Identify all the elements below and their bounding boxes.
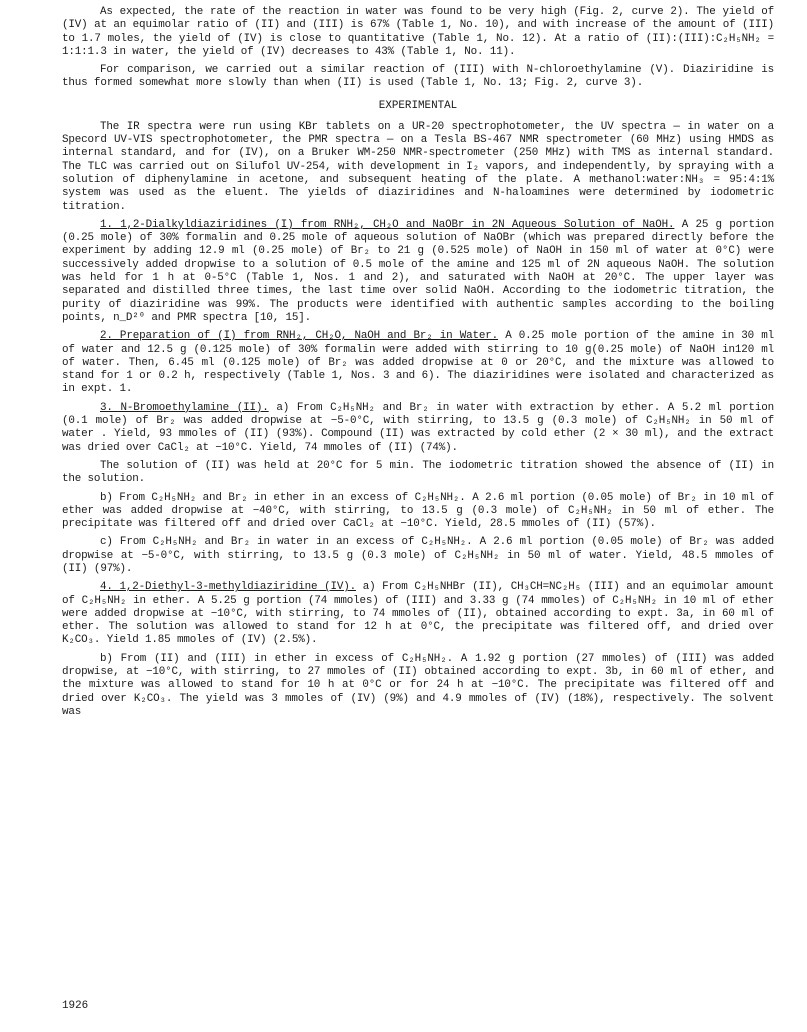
expt3-heading: 3. N-Bromoethylamine (II). (100, 401, 269, 414)
methods-paragraph: The IR spectra were run using KBr tablets on a UR-20 spectrophotometer, the UV spectra — in water on a Specord UV-VIS spectrophotometer, the PMR spectra — on a Tesla BS-467 NMR spectrometer (60 MHz) using HMDS as internal standard, and for (IV), on a Bruker WM-250 NMR-spectrometer (250 MHz) with TMS as internal standard. The TLC was carried out on Silufol UV-254, with development in I₂ vapors, and independently, by spraying with a solution of diphenylamine in acetone, and subsequent heating of the plate. A methanol:water:NH₃ = 95:4:1% system was used as the eluent. The yields of diaziridines and N-haloamines were determined by iodometric titration. (62, 120, 774, 213)
expt1-paragraph (62, 219, 774, 325)
expt2-heading: 2. Preparation of (I) from RNH₂, CH₂O, NaOH and Br₂ in Water. (100, 330, 499, 343)
expt4-heading: 4. 1,2-Diethyl-3-methyldiaziridine (IV). (100, 581, 357, 594)
expt3-hold-paragraph: The solution of (II) was held at 20°C for 5 min. The iodometric titration showed the absence of (II) in the solution. (62, 459, 774, 486)
expt3-paragraph (62, 402, 774, 455)
expt1-heading: 1. 1,2-Dialkyldiaziridines (I) from RNH₂, CH₂O and NaOBr in 2N Aqueous Solution of NaOH. (100, 218, 675, 231)
expt3-c-paragraph: c) From C₂H₅NH₂ and Br₂ in water in an excess of C₂H₅NH₂. A 2.6 ml portion (0.05 mole) of Br₂ was added dropwise at −5-0°C, with stirring, to 13.5 g (0.3 mole) of C₂H₅NH₂ in 50 ml of water. Yield, 48.5 mmoles of (II) (97%). (62, 536, 774, 575)
expt1-body: A 25 g portion (0.25 mole) of 30% formalin and 0.25 mole of aqueous solution of NaOBr (which was prepared directly before the experiment by adding 12.9 ml (0.25 mole) of Br₂ to 21 g (0.525 mole) of NaOH in 150 ml of water at 0°C) were successively added dropwise to a solution of 0.5 mole of the amine and 125 ml of 2N aqueous NaOH. The solution was held for 1 h at 0-5°C (Table 1, Nos. 1 and 2), and saturated with NaOH at 20°C. The upper layer was separated and distilled three times, the last time over solid NaOH. According to the iodometric titration, the purity of diaziridine was 99%. The products were identified with authentic samples according to the boiling points, n_D²⁰ and PMR spectra [10, 15]. (62, 218, 774, 324)
expt3-b-paragraph: b) From C₂H₅NH₂ and Br₂ in ether in an excess of C₂H₅NH₂. A 2.6 ml portion (0.05 mole) of Br₂ in 10 ml of ether was added dropwise at −40°C, with stirring, to 13.5 g (0.3 mole) of C₂H₅NH₂ in 50 ml of ether. The precipitate was filtered off and dried over CaCl₂ at −10°C. Yield, 28.5 mmoles of (II) (57%). (62, 491, 774, 531)
expt4-body-a: a) From C₂H₅NHBr (II), CH₃CH=NC₂H₅ (III) and an equimolar amount of C₂H₅NH₂ in ether. A 5.25 g portion (74 mmoles) of (III) and 3.33 g (74 mmoles) of C₂H₅NH₂ in 10 ml of ether were added dropwise at −10°C, with stirring, to 74 mmoles of (II), obtained according to expt. 3a, in 60 ml of ether. The solution was allowed to stand for 12 h at 0°C, the precipitate was filtered off, and dried over K₂CO₃. Yield 1.85 mmoles of (IV) (2.5%). (62, 581, 775, 647)
expt4-b-paragraph: b) From (II) and (III) in ether in excess of C₂H₅NH₂. A 1.92 g portion (27 mmoles) of (III) was added dropwise, at −10°C, with stirring, to 27 mmoles of (II) obtained according to expt. 3b, in 60 ml of ether, and the mixture was allowed to stand for 10 h at 0°C or for 24 h at −10°C. The precipitate was filtered off and dried over K₂CO₃. The yield was 3 mmoles of (IV) (9%) and 4.9 mmoles of (IV) (18%), respectively. The solvent was (62, 652, 774, 718)
expt4-paragraph (62, 581, 774, 647)
expt2-paragraph (62, 330, 774, 396)
section-heading: EXPERIMENTAL (378, 99, 458, 112)
expt2-body: A 0.25 mole portion of the amine in 30 ml of water and 12.5 g (0.125 mole) of 30% formalin were added with stirring to 10 g(0.25 mole) of NaOH in120 ml of water. Then, 6.45 ml (0.125 mole) of Br₂ was added dropwise at 0 or 20°C, and the mixture was allowed to stand for 1 or 0.2 h, respectively (Table 1, Nos. 3 and 6). The diaziridines were isolated and characterized as in expt. 1. (62, 330, 775, 396)
page-number: 1926 (62, 1000, 89, 1012)
paper-page (62, 6, 774, 724)
intro-paragraph-1: As expected, the rate of the reaction in water was found to be very high (Fig. 2, curve 2). The yield of (IV) at an equimolar ratio of (II) and (III) is 67% (Table 1, No. 10), and with increase of the amount of (III) to 1.7 moles, the yield of (IV) is close to quantitative (Table 1, No. 12). At a ratio of (II):(III):C₂H₅NH₂ = 1:1:1.3 in water, the yield of (IV) decreases to 43% (Table 1, No. 11). (62, 6, 774, 58)
intro-paragraph-2: For comparison, we carried out a similar reaction of (III) with N-chloroethylamine (V). Diaziridine is thus formed somewhat more slowly than when (II) is used (Table 1, No. 13; Fig. 2, curve 3). (62, 64, 774, 90)
expt3-body-a: a) From C₂H₅NH₂ and Br₂ in water with extraction by ether. A 5.2 ml portion (0.1 mole) of Br₂ was added dropwise at −5-0°C, with stirring, to 13.5 g (0.3 mole) of C₂H₅NH₂ in 50 ml of water . Yield, 93 mmoles of (II) (93%). Compound (II) was extracted by cold ether (2 × 30 ml), and the extract was dried over CaCl₂ at −10°C. Yield, 74 mmoles of (II) (74%). (62, 401, 774, 454)
